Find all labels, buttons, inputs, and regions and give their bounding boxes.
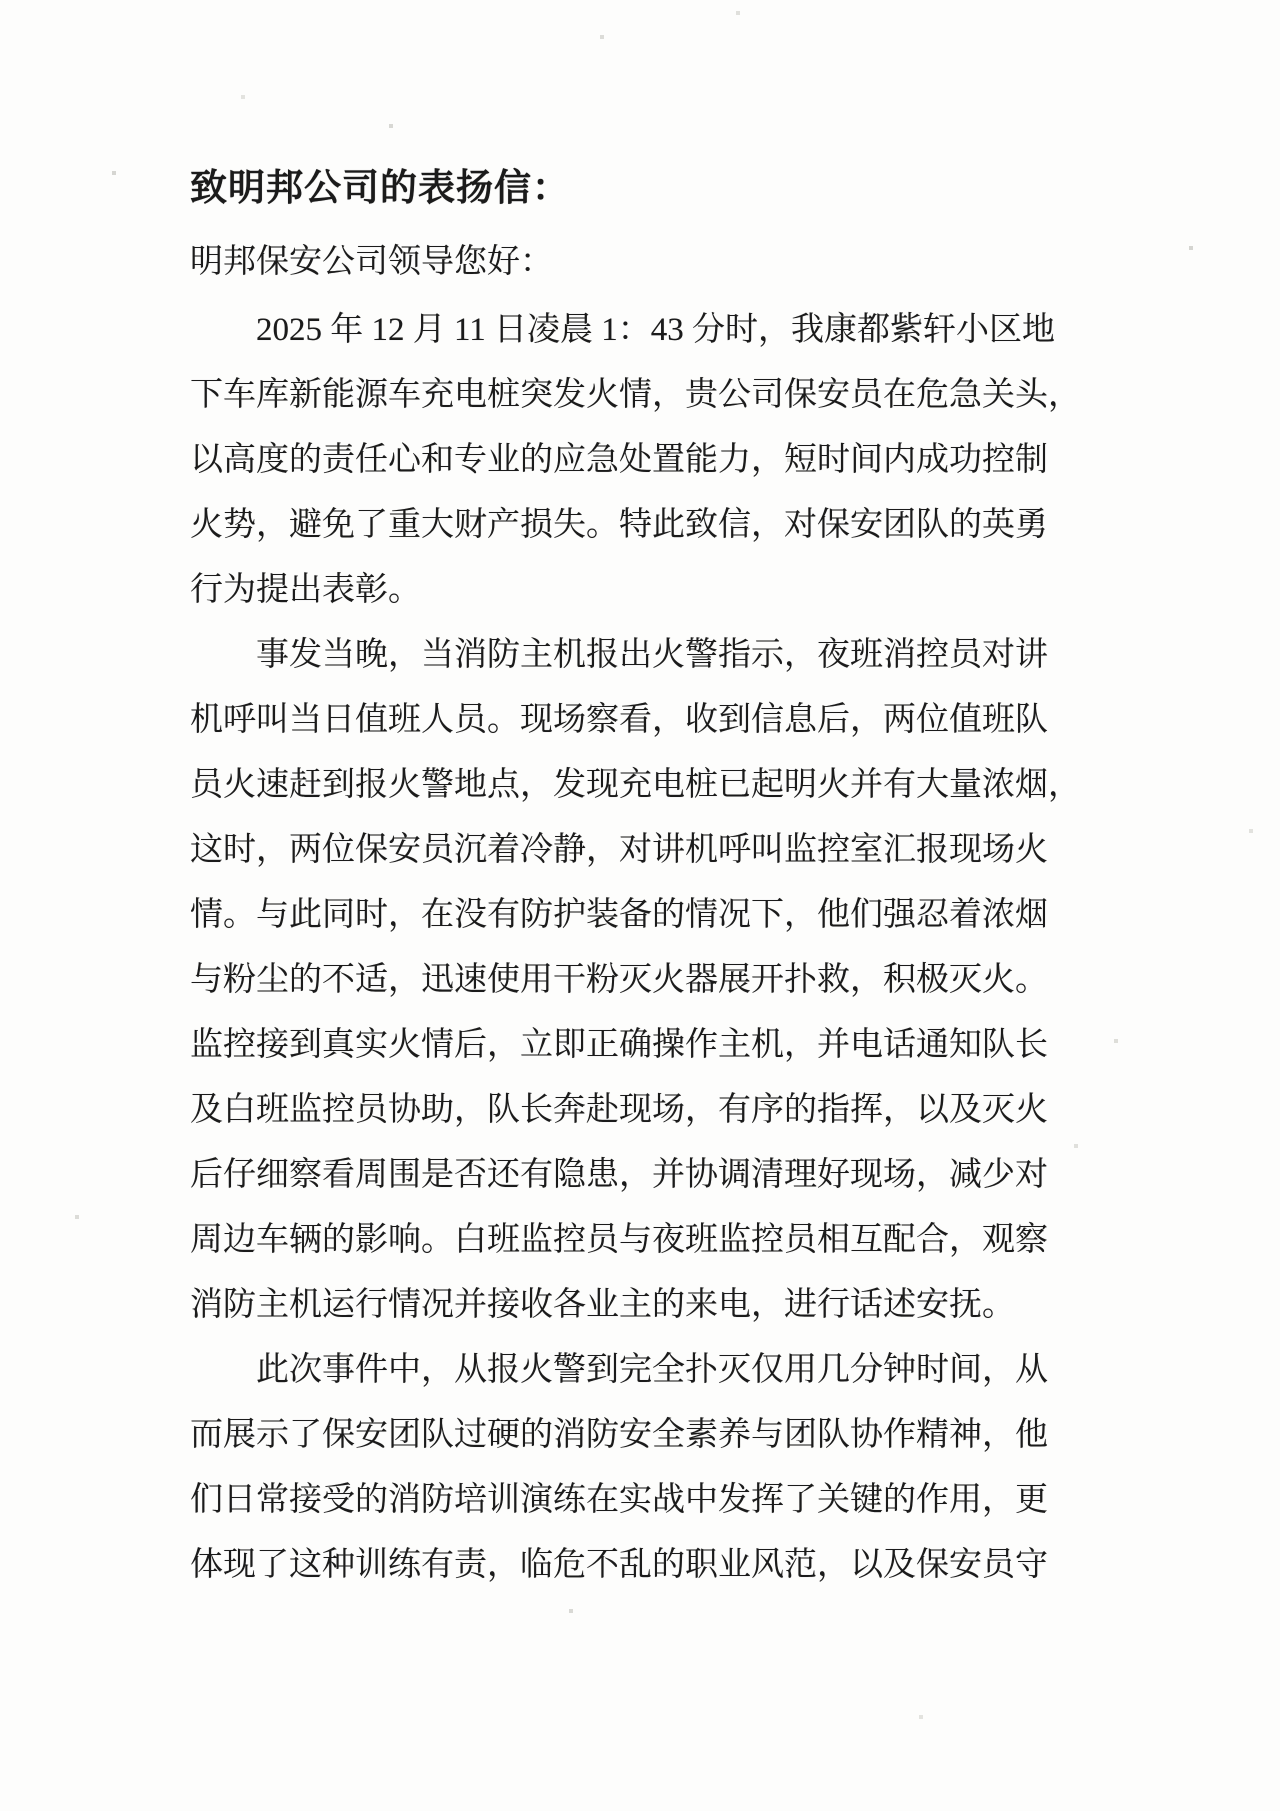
letter-body-line: 周边车辆的影响。白班监控员与夜班监控员相互配合，观察 bbox=[190, 1222, 1048, 1258]
letter-body-line: 而展示了保安团队过硬的消防安全素养与团队协作精神，他 bbox=[190, 1417, 1048, 1453]
letter-body-line: 行为提出表彰。 bbox=[190, 572, 421, 608]
letter-body-line: 以高度的责任心和专业的应急处置能力，短时间内成功控制 bbox=[190, 442, 1048, 478]
letter-body-line: 员火速赶到报火警地点，发现充电桩已起明火并有大量浓烟， bbox=[190, 767, 1081, 803]
letter-body-line: 这时，两位保安员沉着冷静，对讲机呼叫监控室汇报现场火 bbox=[190, 832, 1048, 868]
letter-salutation: 明邦保安公司领导您好： bbox=[190, 244, 553, 280]
letter-body-line: 监控接到真实火情后，立即正确操作主机，并电话通知队长 bbox=[190, 1027, 1048, 1063]
letter-body-line: 机呼叫当日值班人员。现场察看，收到信息后，两位值班队 bbox=[190, 702, 1048, 738]
letter-body-line: 们日常接受的消防培训演练在实战中发挥了关键的作用，更 bbox=[190, 1482, 1048, 1518]
letter-body-line: 后仔细察看周围是否还有隐患，并协调清理好现场，减少对 bbox=[190, 1157, 1048, 1193]
letter-body-line: 火势，避免了重大财产损失。特此致信，对保安团队的英勇 bbox=[190, 507, 1048, 543]
letter-body-line: 情。与此同时，在没有防护装备的情况下，他们强忍着浓烟 bbox=[190, 897, 1048, 933]
letter-body-line: 下车库新能源车充电桩突发火情，贵公司保安员在危急关头， bbox=[190, 377, 1081, 413]
letter-body-line: 事发当晚，当消防主机报出火警指示，夜班消控员对讲 bbox=[256, 637, 1048, 673]
letter-body-line: 及白班监控员协助，队长奔赴现场，有序的指挥，以及灭火 bbox=[190, 1092, 1048, 1128]
letter-body-line: 消防主机运行情况并接收各业主的来电，进行话述安抚。 bbox=[190, 1287, 1015, 1323]
letter-body bbox=[190, 298, 1130, 1598]
letter-content bbox=[190, 152, 1130, 1598]
letter-body-line: 与粉尘的不适，迅速使用干粉灭火器展开扑救，积极灭火。 bbox=[190, 962, 1048, 998]
letter-body-line: 此次事件中，从报火警到完全扑灭仅用几分钟时间，从 bbox=[256, 1352, 1048, 1388]
letter-body-line: 体现了这种训练有责，临危不乱的职业风范，以及保安员守 bbox=[190, 1547, 1048, 1583]
scan-noise bbox=[0, 0, 2, 2]
letter-body-line: 2025 年 12 月 11 日凌晨 1：43 分时，我康都紫轩小区地 bbox=[256, 312, 1056, 348]
letter-title: 致明邦公司的表扬信： bbox=[190, 168, 570, 209]
